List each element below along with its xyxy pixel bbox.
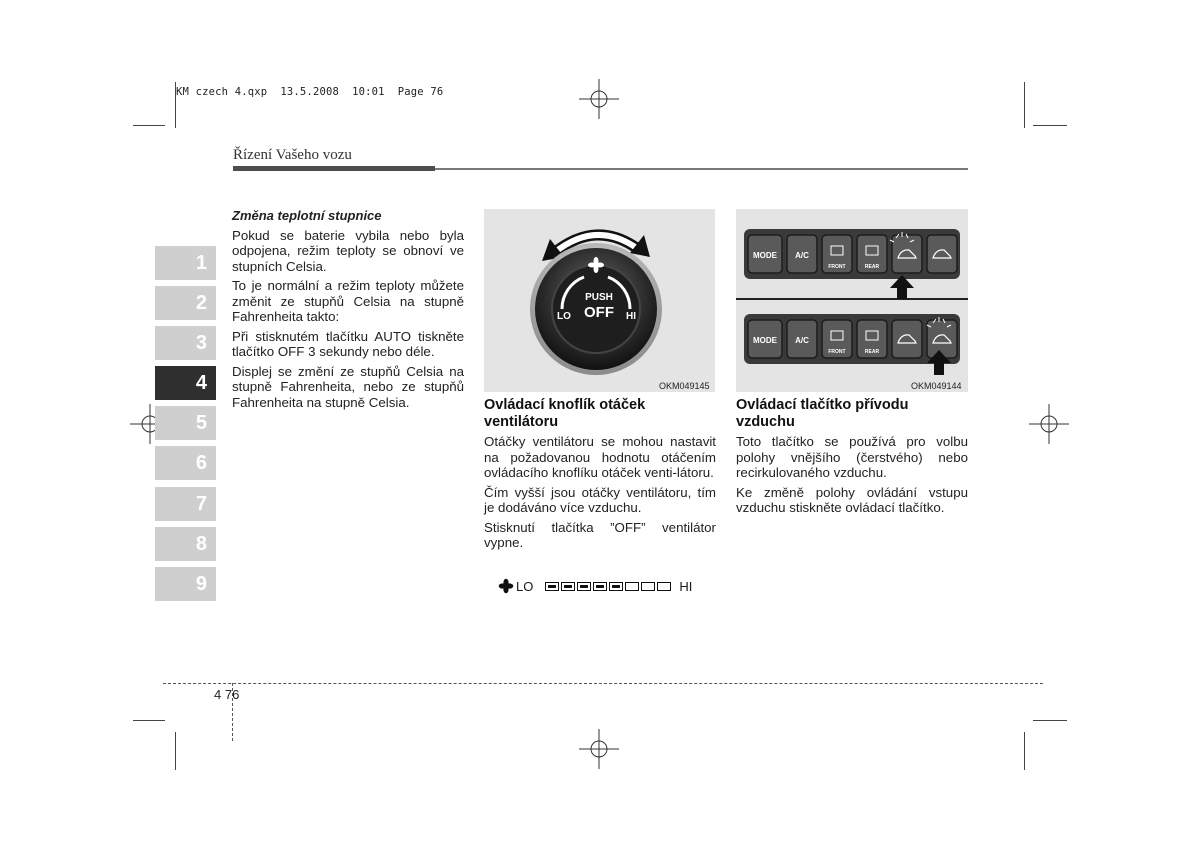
knob-push-label: PUSH <box>585 292 613 303</box>
mode-button[interactable] <box>748 320 782 358</box>
paragraph: Displej se změní ze stupňů Celsia na stupně Fahrenheita, nebo ze stupňů Fahrenheita na stupně Celsia. <box>232 363 464 410</box>
rear-defrost-button-label: REAR <box>864 349 880 355</box>
paragraph: Pokud se baterie vybila nebo byla odpojena, režim teploty se obnoví ve stupních Celsia. <box>232 227 464 274</box>
scale-segment <box>609 582 623 591</box>
ac-button-label: A/C <box>795 251 809 260</box>
chapter-tab-7[interactable]: 7 <box>155 487 216 521</box>
scale-segment <box>545 582 559 591</box>
subheading: Změna teplotní stupnice <box>232 208 382 223</box>
scale-segment <box>561 582 575 591</box>
paragraph: Čím vyšší jsou otáčky ventilátoru, tím je dodáváno více vzduchu. <box>484 484 716 515</box>
fan-knob-figure <box>484 209 715 392</box>
column-fan-speed <box>484 397 716 555</box>
chapter-tab-4[interactable]: 4 <box>155 366 216 400</box>
fan-knob-illustration <box>484 209 715 392</box>
recirculation-button[interactable] <box>892 235 922 273</box>
paragraph: Toto tlačítko se používá pro volbu polohy vnějšího (čerstvého) nebo recirkulovaného vzduchu. <box>736 434 968 480</box>
column-air-intake <box>736 397 968 520</box>
section-heading: Ovládací tlačítko přívodu vzduchu <box>736 397 909 430</box>
scale-segment <box>625 582 639 591</box>
page-number: 4 76 <box>214 687 240 702</box>
paragraph: Otáčky ventilátoru se mohou nastavit na požadovanou hodnotu otáčením ovládacího knoflíku otáček venti-látoru. <box>484 434 716 480</box>
footer-rule <box>163 683 1043 684</box>
paragraph: Stisknutí tlačítka ”OFF” ventilátor vypne. <box>484 519 716 550</box>
print-slug: KM czech 4.qxp 13.5.2008 10:01 Page 76 <box>176 86 444 98</box>
chapter-tab-2[interactable]: 2 <box>155 286 216 320</box>
paragraph: Při stisknutém tlačítku AUTO tiskněte tlačítko OFF 3 sekundy nebo déle. <box>232 328 464 359</box>
paragraph: To je normální a režim teploty můžete změnit ze stupňů Celsia na stupně Fahrenheita takto: <box>232 278 464 324</box>
front-defrost-button[interactable] <box>822 320 852 358</box>
figure-code: OKM049144 <box>911 381 962 391</box>
chapter-tab-9[interactable]: 9 <box>155 567 216 601</box>
scale-segment <box>657 582 671 591</box>
scale-segments <box>545 582 673 591</box>
ac-button[interactable] <box>787 320 817 358</box>
registration-mark-right <box>1029 404 1069 444</box>
scale-hi-label: HI <box>679 578 693 594</box>
section-title: Řízení Vašeho vozu <box>233 147 352 163</box>
front-defrost-button-label: FRONT <box>828 264 846 270</box>
air-intake-illustration <box>736 209 968 392</box>
front-defrost-button[interactable] <box>822 235 852 273</box>
fan-icon <box>498 578 514 594</box>
recirculation-button[interactable] <box>892 320 922 358</box>
front-defrost-button-label: FRONT <box>828 349 846 355</box>
fresh-air-button[interactable] <box>927 235 957 273</box>
scale-lo-label: LO <box>516 578 534 594</box>
scale-segment <box>593 582 607 591</box>
knob-hi-label: HI <box>626 311 636 322</box>
rear-defrost-button[interactable] <box>857 320 887 358</box>
chapter-tab-1[interactable]: 1 <box>155 246 216 280</box>
paragraph: Ke změně polohy ovládání vstupu vzduchu stiskněte ovládací tlačítko. <box>736 484 968 515</box>
mode-button[interactable] <box>748 235 782 273</box>
knob-off-label: OFF <box>584 304 614 321</box>
ac-button-label: A/C <box>795 336 809 345</box>
figure-code: OKM049145 <box>659 381 710 391</box>
chapter-tab-6[interactable]: 6 <box>155 446 216 480</box>
chapter-tab-5[interactable]: 5 <box>155 406 216 440</box>
scale-segment <box>577 582 591 591</box>
section-heading: Ovládací knoflík otáček ventilátoru <box>484 397 646 430</box>
registration-mark-bottom <box>579 729 619 769</box>
rear-defrost-button-label: REAR <box>864 264 880 270</box>
ac-button[interactable] <box>787 235 817 273</box>
mode-button-label: MODE <box>753 336 777 345</box>
rear-defrost-button[interactable] <box>857 235 887 273</box>
scale-segment <box>641 582 655 591</box>
chapter-tab-8[interactable]: 8 <box>155 527 216 561</box>
mode-button-label: MODE <box>753 251 777 260</box>
column-temperature-scale <box>232 208 464 414</box>
registration-mark-top <box>579 79 619 119</box>
fan-speed-scale <box>498 578 692 594</box>
air-intake-figure <box>736 209 968 392</box>
header-rule-accent <box>233 166 435 171</box>
knob-lo-label: LO <box>557 311 571 322</box>
fresh-air-button[interactable] <box>927 320 957 358</box>
chapter-tab-3[interactable]: 3 <box>155 326 216 360</box>
